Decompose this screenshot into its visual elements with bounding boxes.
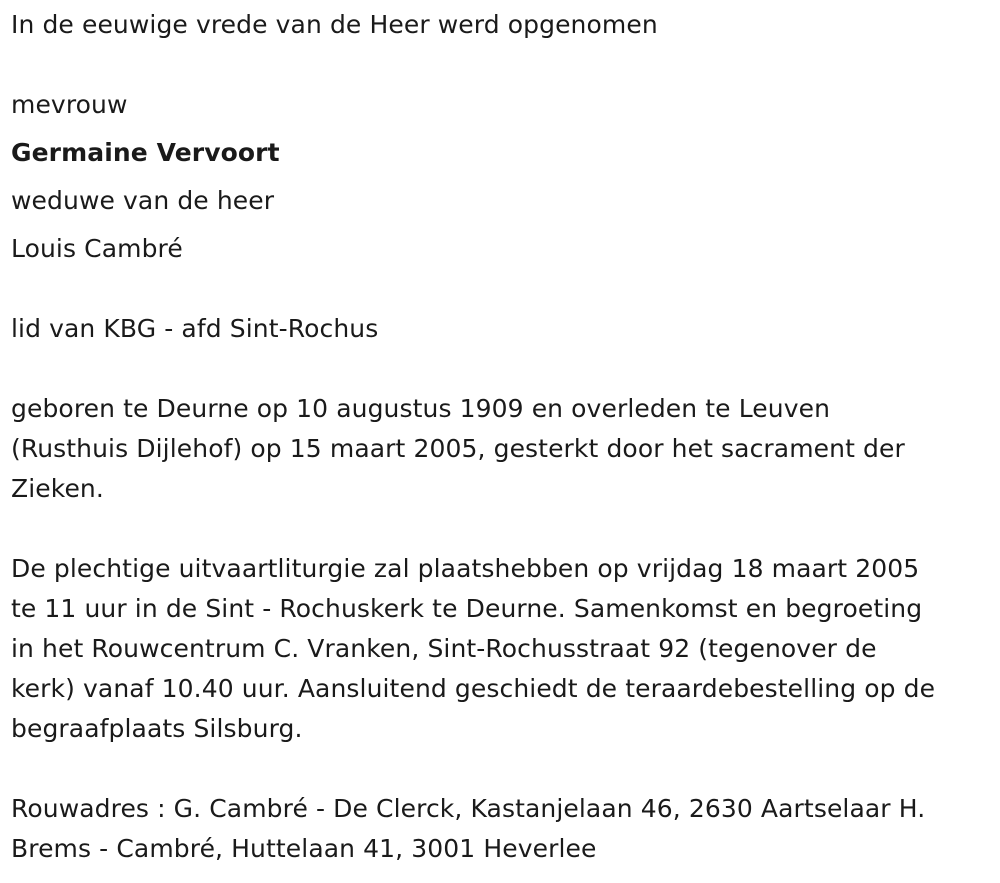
address-line: Brems - Cambré, Huttelaan 41, 3001 Heverlee: [11, 834, 597, 863]
spouse-name: Louis Cambré: [11, 234, 183, 263]
widow-of-text: weduwe van de heer: [11, 186, 275, 215]
funeral-line: kerk) vanaf 10.40 uur. Aansluitend geschiedt de teraardebestelling op de: [11, 674, 936, 703]
birth-death-line: Zieken.: [11, 474, 104, 503]
funeral-line: te 11 uur in de Sint - Rochuskerk te Deurne. Samenkomst en begroeting: [11, 594, 923, 623]
funeral-line: begraafplaats Silsburg.: [11, 714, 303, 743]
deceased-name: Germaine Vervoort: [11, 138, 280, 167]
membership-text: lid van KBG - afd Sint-Rochus: [11, 314, 379, 343]
intro-text: In de eeuwige vrede van de Heer werd opgenomen: [11, 10, 658, 39]
funeral-line: in het Rouwcentrum C. Vranken, Sint-Rochusstraat 92 (tegenover de: [11, 634, 877, 663]
funeral-line: De plechtige uitvaartliturgie zal plaatshebben op vrijdag 18 maart 2005: [11, 554, 920, 583]
birth-death-line: geboren te Deurne op 10 augustus 1909 en overleden te Leuven: [11, 394, 831, 423]
salutation-text: mevrouw: [11, 90, 128, 119]
birth-death-line: (Rusthuis Dijlehof) op 15 maart 2005, gesterkt door het sacrament der: [11, 434, 905, 463]
address-line: Rouwadres : G. Cambré - De Clerck, Kastanjelaan 46, 2630 Aartselaar H.: [11, 794, 926, 823]
